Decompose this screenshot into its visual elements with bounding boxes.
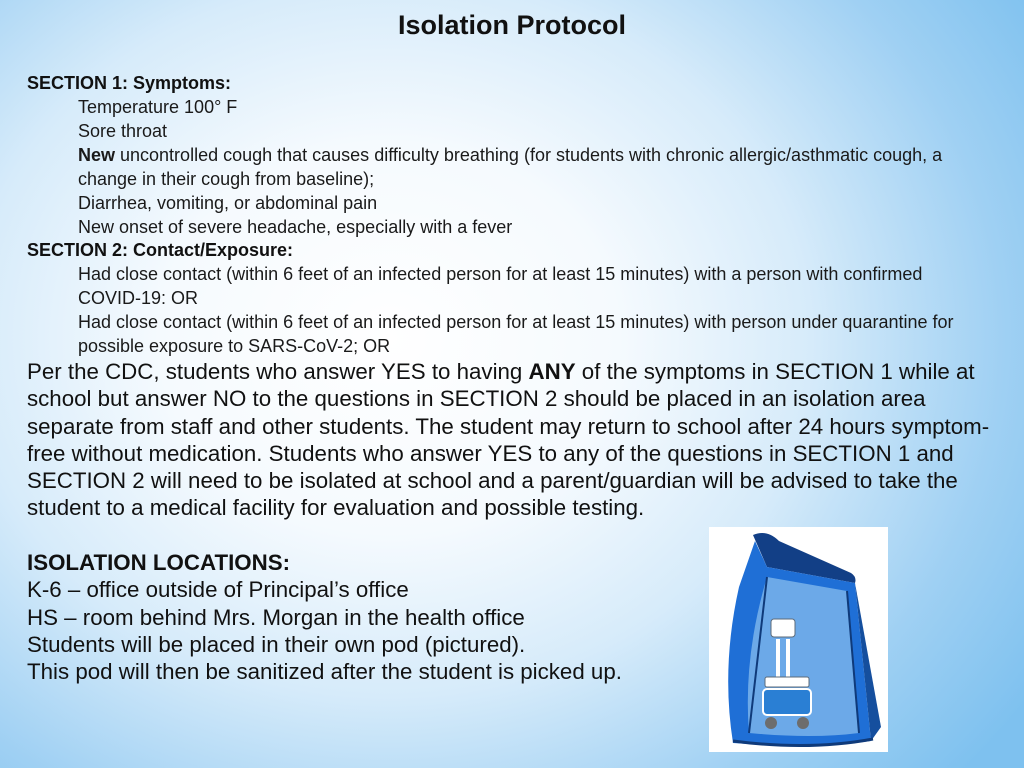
cdc-text-1: Per the CDC, students who answer YES to having <box>27 359 529 384</box>
chair-back <box>771 619 795 637</box>
symptom-cough-text: uncontrolled cough that causes difficulty breathing (for students with chronic allergic/asthmatic cough, a change in their cough from baseline); <box>78 145 943 189</box>
chair-seat <box>765 677 809 687</box>
section-1-heading: SECTION 1: Symptoms: <box>27 73 232 93</box>
cdc-paragraph <box>27 358 1002 522</box>
isolation-pod-photo <box>709 527 888 752</box>
contact-item-1: Had close contact (within 6 feet of an infected person for at least 15 minutes) with a person with confirmed COVID-19: OR <box>78 264 923 308</box>
cdc-text-2: of the symptoms in SECTION 1 while at school but answer NO to the questions in SECTION 2 should be placed in an isolation area separate from staff and other students. The student may return to school after 24 hours symptom-free without medication. Students who answer YES to any of the questions in SECTION 1 and SECTION 2 will need to be isolated at school and a parent/guardian will be advised to take the student to a medical facility for evaluation and possible testing. <box>27 359 990 521</box>
symptom-temperature: Temperature 100° F <box>78 97 238 117</box>
chair-post-right <box>786 639 790 679</box>
location-k6: K-6 – office outside of Principal’s office <box>27 577 409 603</box>
location-hs: HS – room behind Mrs. Morgan in the health office <box>27 604 525 630</box>
locations-heading: ISOLATION LOCATIONS: <box>27 550 291 575</box>
location-pod: Students will be placed in their own pod (pictured). <box>27 631 526 657</box>
symptom-gi: Diarrhea, vomiting, or abdominal pain <box>78 193 378 213</box>
isolation-locations <box>27 549 622 685</box>
cdc-any: ANY <box>528 359 576 384</box>
chair-base <box>763 689 811 715</box>
wheel-right <box>797 717 809 729</box>
symptom-cough <box>78 143 998 191</box>
contact-item-2: Had close contact (within 6 feet of an infected person for at least 15 minutes) with person under quarantine for possible exposure to SARS-CoV-2; OR <box>78 312 954 356</box>
page-title: Isolation Protocol <box>397 10 626 40</box>
location-sanitize: This pod will then be sanitized after the student is picked up. <box>27 659 622 685</box>
symptom-cough-new: New <box>78 145 116 165</box>
chair-post-left <box>776 639 780 679</box>
symptom-headache: New onset of severe headache, especially with a fever <box>78 217 513 237</box>
isolation-pod-image <box>709 527 888 752</box>
symptom-sore-throat: Sore throat <box>78 121 168 141</box>
wheel-left <box>765 717 777 729</box>
section-2-heading: SECTION 2: Contact/Exposure: <box>27 240 294 260</box>
